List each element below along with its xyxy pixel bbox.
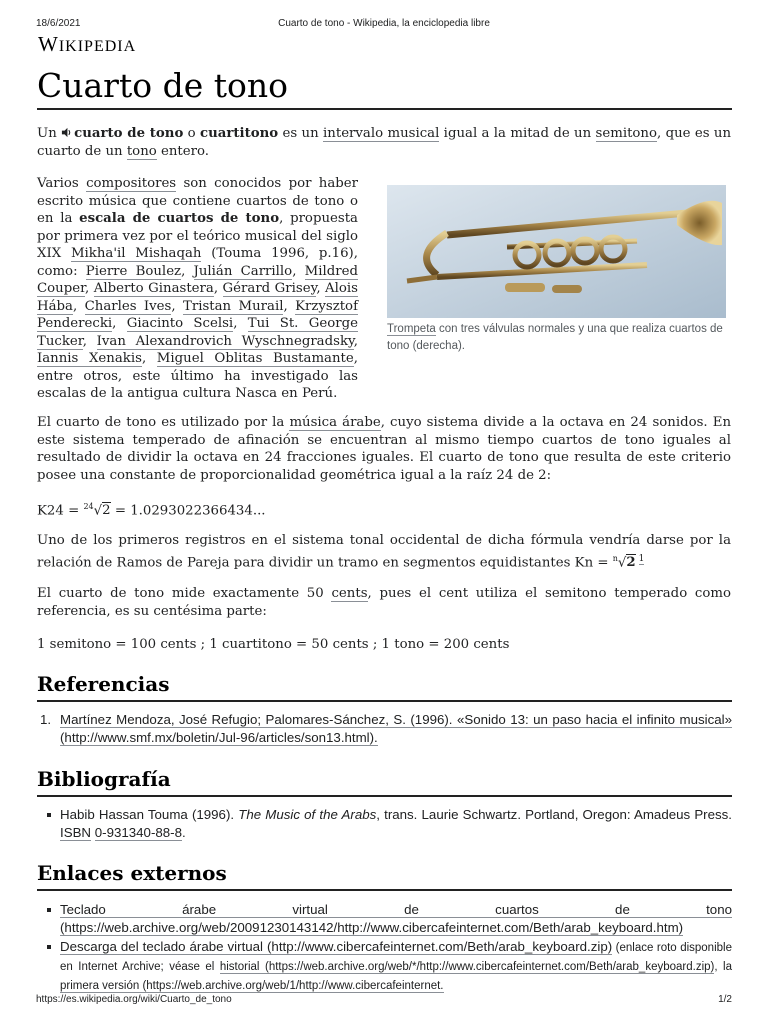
ramos-de-pareja-paragraph: Uno de los primeros registros en el sistema tonal occidental de dicha fórmula vendría darse por la relación de Ramos de Pareja para dividir un tramo en segmentos equidistantes Kn = $^n$√2 $^1$ (37, 533, 731, 570)
link-grisey[interactable]: Gérard Grisey (222, 281, 317, 296)
heading-enlaces-externos: Enlaces externos (37, 861, 227, 885)
link-compositores[interactable]: compositores (86, 176, 177, 191)
bibliography-list (37, 806, 732, 842)
link-historial[interactable]: historial (https://web.archive.org/web/*/http://www.cibercafeinternet.com/Beth/arab_keyboard.zip) (219, 961, 715, 973)
link-semitono[interactable]: semitono (595, 126, 657, 141)
speaker-icon[interactable] (61, 127, 72, 138)
isbn-number-link[interactable]: 0-931340-88-8 (94, 825, 182, 840)
bibliography-item: Habib Hassan Touma (1996). The Music of the Arabs, trans. Laurie Schwartz. Portland, Oregon: Amadeus Press. ISBN 0-931340-88-8. (37, 806, 732, 842)
print-footer-url: https://es.wikipedia.org/wiki/Cuarto_de_tono (36, 994, 232, 1005)
print-title: Cuarto de tono - Wikipedia, la enciclopedia libre (278, 18, 490, 29)
link-scelsi[interactable]: Giacinto Scelsi (126, 316, 234, 331)
link-oblitas[interactable]: Miguel Oblitas Bustamante (156, 351, 354, 366)
references-list (37, 711, 732, 747)
external-link-item: Descarga del teclado árabe virtual (http://www.cibercafeinternet.com/Beth/arab_keyboard.zip) (enlace roto disponible en Internet Archive; véase el historial (https://web.archive.org/web/*/http://www.cibercafeinternet.com/Beth/arab_keyboard.zip), la primera versión (https://web.archive.org/web/1/http://www.cibercafeinternet. (37, 938, 732, 995)
reference-link[interactable]: Martínez Mendoza, José Refugio; Palomares-Sánchez, S. (1996). «Sonido 13: un paso hacia el infinito musical» (http://www.smf.mx/boletin/Jul-96/articles/son13.html). (60, 712, 732, 745)
formula-k24: K24 = $^{24}$√2 = 1.0293022366434... (37, 502, 266, 519)
external-link-item (37, 901, 732, 937)
link-primera-version[interactable]: primera versión (https://web.archive.org/web/1/http://www.cibercafeinternet. (60, 980, 444, 992)
link-ginastera[interactable]: Alberto Ginastera (93, 281, 214, 296)
isbn-link[interactable]: ISBN (60, 825, 92, 840)
link-murail[interactable]: Tristan Murail (182, 298, 284, 314)
link-mishaqah[interactable]: Mikha'il Mishaqah (70, 246, 202, 261)
composers-paragraph: Varios compositores son conocidos por haber escrito música que contiene cuartos de tono o en la escala de cuartos de tono, propuesta por primera vez por el teórico musical del siglo XIX Mikha'il Mishaqah (Touma 1996, p.16), como: Pierre Boulez, Julián Carrillo, Mildred Couper, Alberto Ginastera, Gérard Grisey, Alois Hába, Charles Ives, Tristan Murail, Krzysztof Penderecki, Giacinto Scelsi, Tui St. George Tucker, Ivan Alexandrovich Wyschnegradsky, Iannis Xenakis, Miguel Oblitas Bustamante, entre otros, este último ha investigado las escalas de la antigua cultura Nasca en Perú. (37, 176, 358, 401)
link-wyschnegradsky[interactable]: Ivan Alexandrovich Wyschnegradsky (96, 333, 354, 349)
page-title: Cuarto de tono (37, 66, 288, 105)
external-link-teclado[interactable]: Teclado árabe virtual de cuartos de tono (https://web.archive.org/web/20091230143142/http://www.cibercafeinternet.com/Beth/arab_keyboard.htm) (60, 902, 732, 935)
link-cents[interactable]: cents (331, 586, 368, 601)
link-tucker[interactable]: Tui St. George Tucker (37, 316, 358, 349)
link-trompeta[interactable]: Trompeta (387, 323, 436, 335)
link-ives[interactable]: Charles Ives (84, 298, 172, 314)
external-links-list (37, 901, 732, 995)
external-link-descarga[interactable]: Descarga del teclado árabe virtual (http://www.cibercafeinternet.com/Beth/arab_keyboard.zip) (60, 939, 613, 954)
link-intervalo-musical[interactable]: intervalo musical (323, 126, 440, 141)
referencias-divider (37, 700, 732, 702)
bibliografia-divider (37, 795, 732, 797)
intro-paragraph: Un cuarto de tono o cuartitono es un intervalo musical igual a la mitad de un semitono, que es un cuarto de un tono entero. (37, 126, 732, 159)
heading-referencias: Referencias (37, 672, 170, 696)
link-haba[interactable]: Alois Hába (37, 281, 358, 314)
enlaces-divider (37, 889, 732, 891)
figure-caption: Trompeta con tres válvulas normales y una que realiza cuartos de tono (derecha). (387, 323, 723, 352)
equivalence-line: 1 semitono = 100 cents ; 1 cuartitono = 50 cents ; 1 tono = 200 cents (37, 637, 510, 652)
link-penderecki[interactable]: Krzysztof Penderecki (37, 298, 358, 331)
link-xenakis[interactable]: Iannis Xenakis (37, 351, 142, 366)
reference-1-link[interactable]: 1 (638, 553, 645, 564)
trumpet-figure (387, 185, 728, 355)
title-divider (37, 108, 732, 110)
wikipedia-logo[interactable]: WIKIPEDIA (38, 32, 137, 56)
link-couper[interactable]: Mildred Couper (37, 263, 358, 296)
bullet-icon (47, 945, 51, 949)
reference-item: 1. Martínez Mendoza, José Refugio; Palomares-Sánchez, S. (1996). «Sonido 13: un paso hacia el infinito musical» (http://www.smf.mx/boletin/Jul-96/articles/son13.html). (40, 712, 732, 745)
heading-bibliografia: Bibliografía (37, 767, 171, 791)
cents-paragraph: El cuarto de tono mide exactamente 50 cents, pues el cent utiliza el semitono temperado como referencia, es su centésima parte: (37, 586, 731, 619)
link-musica-arabe[interactable]: música árabe (289, 415, 381, 430)
print-date: 18/6/2021 (36, 18, 81, 29)
bullet-icon (47, 813, 51, 817)
print-footer-page: 1/2 (718, 994, 732, 1005)
link-tono[interactable]: tono (126, 143, 157, 159)
link-carrillo[interactable]: Julián Carrillo (193, 263, 293, 279)
arab-music-paragraph: El cuarto de tono es utilizado por la música árabe, cuyo sistema divide a la octava en 24 sonidos. En este sistema temperado de afinación se encuentran al mismo tiempo cuartos de tono iguales al resultado de dividir la octava en 24 fracciones iguales. El cuarto de tono que resulta de este criterio posee una constante de proporcionalidad geométrica igual a la raíz 24 de 2: (37, 415, 732, 483)
link-boulez[interactable]: Pierre Boulez (85, 263, 182, 279)
trumpet-image[interactable] (387, 185, 726, 318)
bullet-icon (47, 908, 51, 912)
